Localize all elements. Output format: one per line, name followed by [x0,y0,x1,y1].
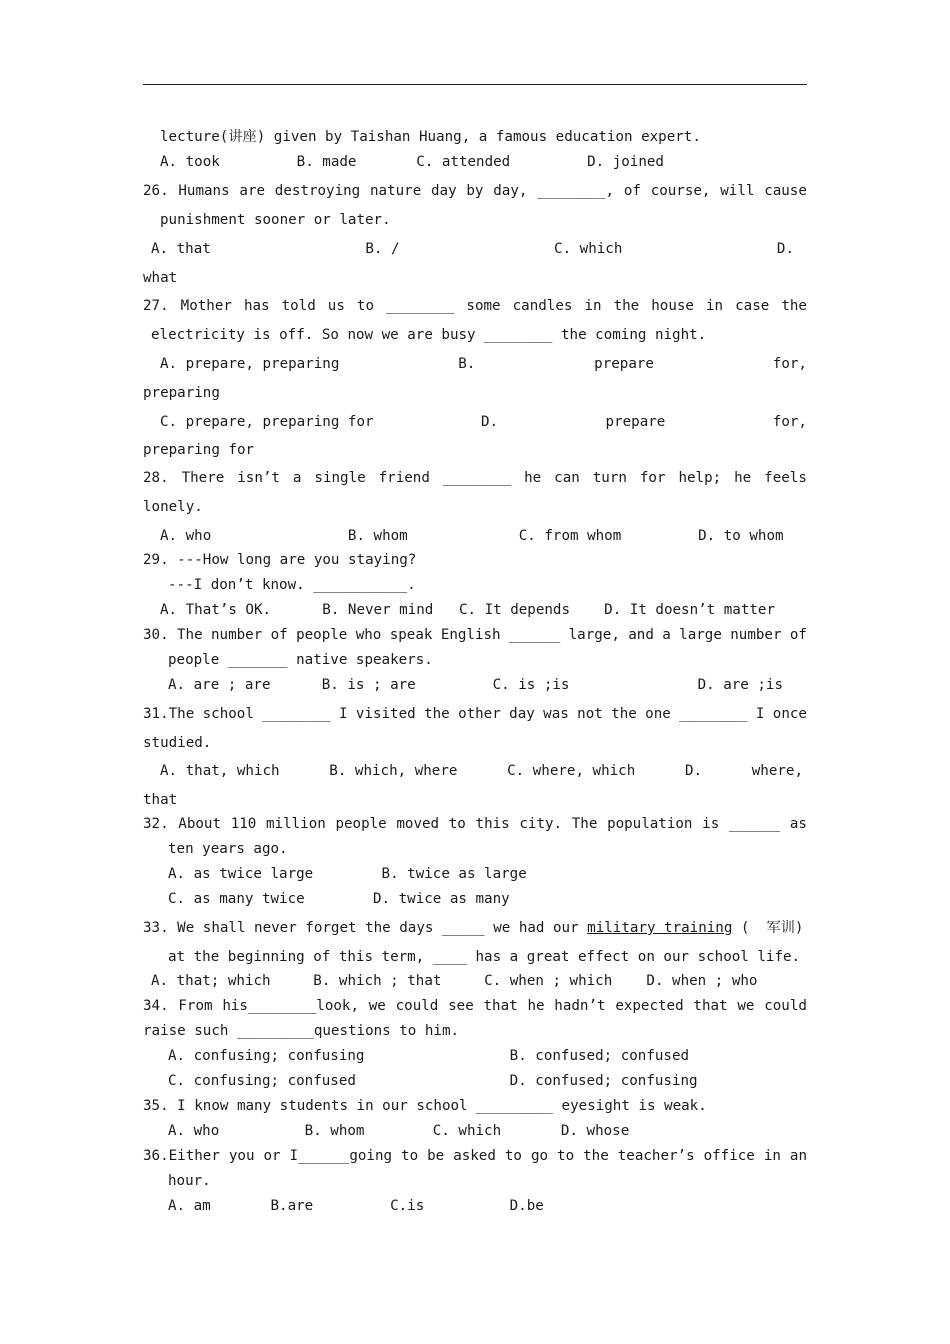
word: who [355,627,382,643]
word: number [211,627,263,643]
word: we [737,998,755,1014]
options-line: C. as many twice D. twice as many [168,891,510,907]
word: A. that [151,241,211,257]
word: ________, [537,183,615,199]
word: million [265,816,326,832]
word: for [639,470,666,486]
word: I [755,706,765,722]
word: people [296,627,348,643]
text-line: hour. [168,1173,211,1189]
word: school [202,706,254,722]
question-29-line: 29. ---How long are you staying? [143,552,417,568]
word: will [720,183,755,199]
word: by [466,183,484,199]
word: 30. [143,627,169,643]
text-line: what [143,270,178,286]
question-32-line [143,815,807,833]
word: turn [592,470,627,486]
options-line: A. as twice large B. twice as large [168,866,527,882]
word: his________look, [222,998,359,1014]
word: see [448,998,474,1014]
question-34-line [143,997,807,1015]
word: a [292,470,302,486]
word: 36.Either [143,1148,220,1164]
options-line: A. who B. whom C. from whom D. to whom [160,528,784,544]
text-line: preparing [143,385,220,401]
word: friend [378,470,430,486]
word: 31.The [143,706,195,722]
word: From [178,998,213,1014]
word: prepare [594,356,654,372]
word: can [554,470,580,486]
word: where, [751,763,803,779]
word: large [679,627,722,643]
text-line: lonely. [143,499,203,515]
word: was [543,706,569,722]
word: 34. [143,998,169,1014]
word: hadn’t [554,998,606,1014]
options-line: C. confusing; confused D. confused; confusing [168,1073,698,1089]
word: the [424,706,450,722]
word: B. [458,356,476,372]
word: he [524,470,542,486]
word: he [527,998,545,1014]
word: in [705,298,724,314]
word: 26. [143,183,169,199]
word: in [584,298,602,314]
word: asked [453,1148,496,1164]
question-27-line [143,297,807,315]
text-line: raise such _________questions to him. [143,1023,460,1039]
word: large, [568,627,620,643]
word: English [440,627,501,643]
word: teacher’s [617,1148,695,1164]
word: you [228,1148,255,1164]
word: the [583,1148,609,1164]
word: that [483,998,518,1014]
word: ________ [442,470,512,486]
text-line: lecture(讲座) given by Taishan Huang, a famous education expert. [160,129,701,145]
word: to [401,1148,419,1164]
word: we [368,998,386,1014]
question-26-line [143,182,807,200]
word: us [327,298,345,314]
word: some [466,298,501,314]
word: feels [764,470,807,486]
word: destroying [274,183,361,199]
word: house [651,298,694,314]
question-36-line [143,1147,807,1165]
text-segment: ( 军训) [732,920,804,936]
word: day, [493,183,528,199]
word: to [356,298,375,314]
word: There [181,470,225,486]
word: 27. [143,298,169,314]
options-line: A. who B. whom C. which D. whose [168,1123,630,1139]
word: I [338,706,348,722]
word: nature [369,183,422,199]
word: go [530,1148,549,1164]
word: About [178,816,222,832]
word: he [734,470,752,486]
word: case [735,298,770,314]
word: 110 [230,816,257,832]
word: told [281,298,316,314]
word: day [509,706,535,722]
word: other [458,706,501,722]
word: B. which, where [329,763,458,779]
word: help; [678,470,722,486]
text-line: ---I don’t know. ___________. [168,577,416,593]
text-line: studied. [143,735,212,751]
text-line: that [143,792,178,808]
options-line [160,355,807,373]
word: C. where, which [507,763,636,779]
word: C. prepare, preparing for [160,414,374,430]
word: is [702,816,720,832]
options-line [160,413,807,431]
word: number [730,627,782,643]
word: visited [355,706,416,722]
word: prepare [605,414,666,430]
word: the [611,706,637,722]
question-31-line [143,705,807,723]
word: ________ [262,706,331,722]
word: or [263,1148,281,1164]
word: and [628,627,654,643]
word: for, [772,356,807,372]
word: office [703,1148,755,1164]
text-segment: 33. We shall never forget the days _____ we had our [143,920,588,936]
word: ______ [508,627,561,643]
word: ______ [728,816,781,832]
word: has [243,298,270,314]
word: expected [615,998,684,1014]
word: isn’t [237,470,280,486]
word: single [314,470,366,486]
word: for, [772,414,807,430]
word: speak [389,627,433,643]
word: an [789,1148,807,1164]
word: that [693,998,728,1014]
word: be [427,1148,445,1164]
options-line: A. are ; are B. is ; are C. is ;is D. are ;is [168,677,783,693]
word: 32. [143,816,169,832]
word: not [577,706,603,722]
word: could [395,998,439,1014]
word: D. [481,414,499,430]
word: Mother [180,298,232,314]
underlined-term: military training [587,920,733,936]
word: moved [396,816,440,832]
question-28-line [143,469,807,487]
word: city. [519,816,563,832]
word: in [763,1148,781,1164]
word: Humans [178,183,230,199]
word: B. / [365,241,400,257]
word: I______going [289,1148,393,1164]
options-line: A. that; which B. which ; that C. when ; which D. when ; who [151,973,758,989]
word: ________ [679,706,748,722]
word: course, [650,183,711,199]
word: D. [776,241,794,257]
word: to [448,816,466,832]
word: as [789,816,807,832]
options-line: A. took B. made C. attended D. joined [160,154,664,170]
word: C. which [554,241,623,257]
text-line: punishment sooner or later. [160,212,391,228]
word: ________ [386,298,455,314]
word: A. prepare, preparing [160,356,340,372]
word: a [662,627,671,643]
text-line: at the beginning of this term, ____ has a great effect on our school life. [168,949,801,965]
word: A. that, which [160,763,280,779]
word: once [772,706,807,722]
word: cause [764,183,807,199]
word: population [607,816,693,832]
word: The [571,816,598,832]
options-line: A. am B.are C.is D.be [168,1198,544,1214]
word: of [789,627,807,643]
word: are [239,183,266,199]
word: could [764,998,807,1014]
word: candles [512,298,573,314]
text-line: preparing for [143,442,255,458]
word: one [645,706,671,722]
word: D. [684,763,703,779]
word: this [475,816,510,832]
word: of [270,627,288,643]
options-line: A. That’s OK. B. Never mind C. It depends D. It doesn’t matter [160,602,775,618]
question-30-line [143,626,807,644]
word: The [177,627,203,643]
word: the [613,298,640,314]
question-33-line [143,919,803,937]
text-line: people _______ native speakers. [168,652,433,668]
word: to [504,1148,522,1164]
options-line [151,240,794,258]
options-line [160,762,803,780]
word: the [781,298,807,314]
question-35-line: 35. I know many students in our school _________ eyesight is weak. [143,1098,707,1114]
word: of [623,183,641,199]
word: people [335,816,387,832]
word: 28. [143,470,169,486]
word: day [431,183,457,199]
text-line: ten years ago. [168,841,288,857]
word: to [557,1148,575,1164]
text-line: electricity is off. So now we are busy ________ the coming night. [151,327,707,343]
options-line: A. confusing; confusing B. confused; confused [168,1048,690,1064]
header-rule [143,84,807,85]
